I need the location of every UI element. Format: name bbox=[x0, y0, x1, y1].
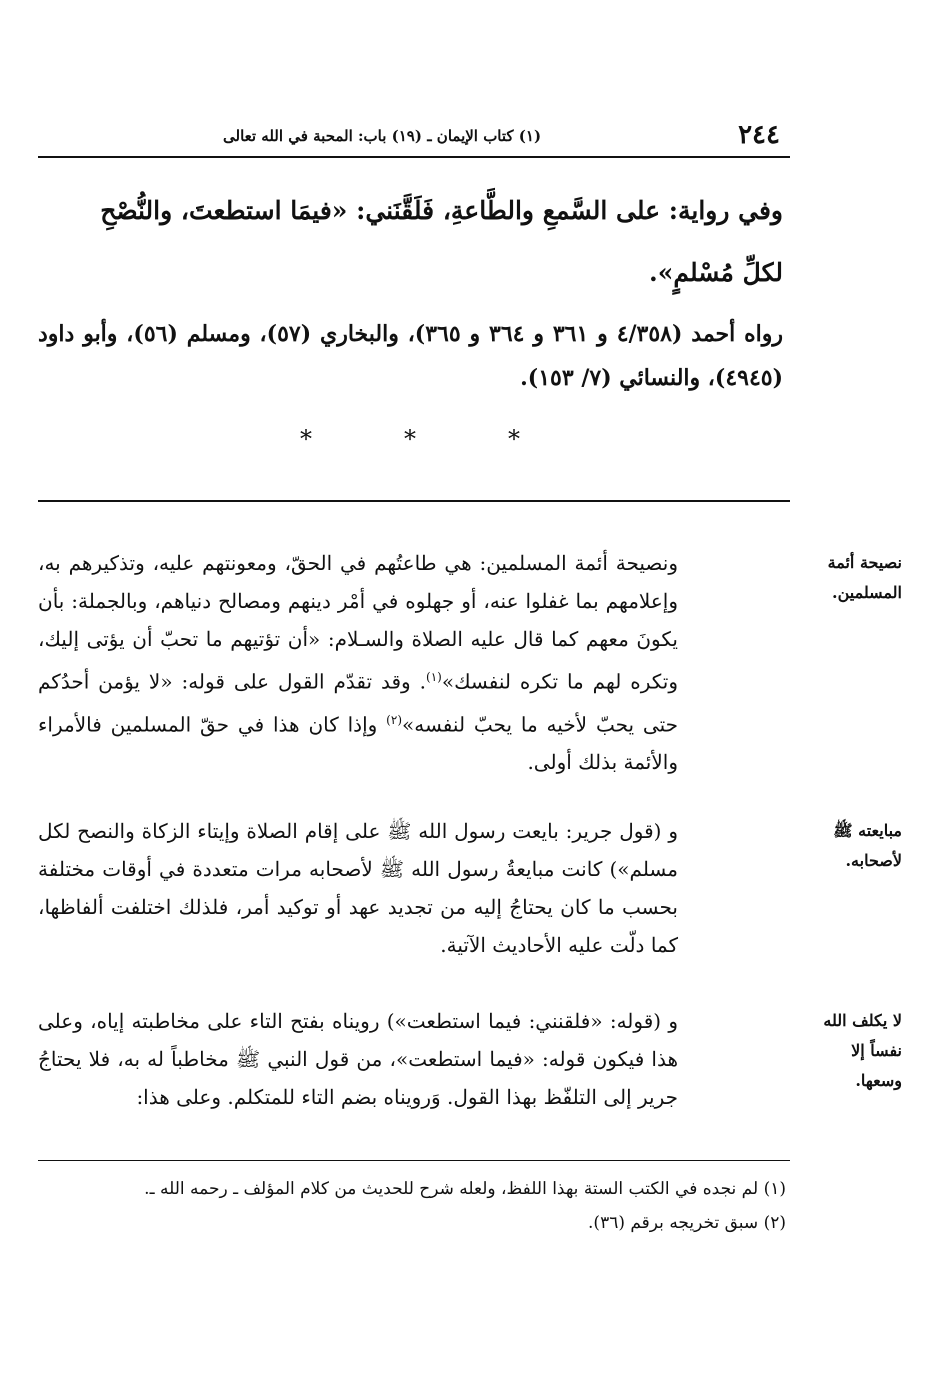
separator-star: * bbox=[300, 425, 312, 453]
hadith-text bbox=[38, 180, 783, 304]
margin-note-imams: نصيحة أئمة المسلمين. bbox=[827, 553, 902, 602]
margin-note-capacity: لا يكلف الله نفساً إلا وسعها. bbox=[823, 1011, 902, 1090]
paragraph-text: و (قوله: «فلقنني: فيما استطعت») رويناه بفتح التاء على مخاطبته إياه، وعلى هذا فيكون قوله: «فيما استطعت»، من قول النبي ﷺ مخاطباً له به، فلا يحتاجُ جرير إلى التلفّظ بهذا القول. وَرويناه بضم التاء للمتكلم. وعلى هذا: bbox=[38, 1009, 678, 1109]
commentary-paragraph-3 bbox=[38, 1002, 678, 1116]
paragraph-text: . وقد تقدّم القول على قوله: «لا يؤمن أحدُكم حتى يحبّ لأخيه ما يحبّ لنفسه» bbox=[38, 669, 678, 737]
commentary-paragraph-1 bbox=[38, 544, 678, 781]
running-title: (١) كتاب الإيمان ـ (١٩) باب: المحبة في الله تعالى bbox=[223, 127, 542, 145]
page-number: ٢٤٤ bbox=[738, 120, 780, 150]
section-rule bbox=[38, 500, 790, 502]
hadith-source: رواه أحمد (٤/٣٥٨ و ٣٦١ و ٣٦٤ و ٣٦٥)، والبخاري (٥٧)، ومسلم (٥٦)، وأبو داود (٤٩٤٥)، والنسائي (٧/ ١٥٣). bbox=[38, 321, 784, 391]
footnote-ref: (٢) bbox=[386, 712, 402, 727]
footnote-1: (١) لم نجده في الكتب الستة بهذا اللفظ، ولعله شرح للحديث من كلام المؤلف ـ رحمه الله ـ. bbox=[144, 1179, 786, 1199]
paragraph-text: ونصيحة أئمة المسلمين: هي طاعتُهم في الحقّ، ومعونتهم عليه، وتذكيرهم به، وإعلامهم بما غفلوا عنه، أو جهلوه في أمْر دينهم ومصالح دنياهم، وبالجملة: بأن يكونَ معهم كما قال عليه الصلاة والسـلام: «أن تؤتيهم ما تحبّ أن يؤتى إليك، وتكره لهم ما تكره لنفسك» bbox=[38, 551, 679, 694]
footnotes bbox=[38, 1172, 786, 1240]
footnote-rule bbox=[38, 1160, 790, 1161]
section-separator bbox=[300, 425, 520, 453]
margin-note-pledge: مبايعته ﷺ لأصحابه. bbox=[833, 821, 902, 870]
hadith-line-1: وفي رواية: على السَّمعِ والطَّاعةِ، فَلَقَّنَني: «فيمَا استطعتَ، والنُّصْحِ bbox=[100, 196, 783, 225]
paragraph-text: و (قول جرير: بايعت رسول الله ﷺ على إقام الصلاة وإيتاء الزكاة والنصح لكل مسلم») كانت مبايعةُ رسول الله ﷺ لأصحابه مرات متعددة في أوقات مختلفة بحسب ما كان يحتاجُ إليه من تجديد عهد أو توكيد أمر، فلذلك اختلفت ألفاظها، كما دلّت عليه الأحاديث الآتية. bbox=[38, 819, 678, 957]
hadith-line-2: لكلِّ مُسْلمٍ». bbox=[649, 258, 783, 287]
separator-star: * bbox=[508, 425, 520, 453]
paragraph-text: وإذا كان هذا في حقّ المسلمين فالأمراء والأئمة بذلك أولى. bbox=[38, 712, 678, 775]
commentary-paragraph-2 bbox=[38, 812, 678, 964]
page-header bbox=[38, 118, 790, 154]
header-rule bbox=[38, 156, 790, 158]
footnote-ref: (١) bbox=[426, 670, 442, 684]
footnote-2: (٢) سبق تخريجه برقم (٣٦). bbox=[588, 1213, 786, 1233]
separator-star: * bbox=[404, 425, 416, 453]
